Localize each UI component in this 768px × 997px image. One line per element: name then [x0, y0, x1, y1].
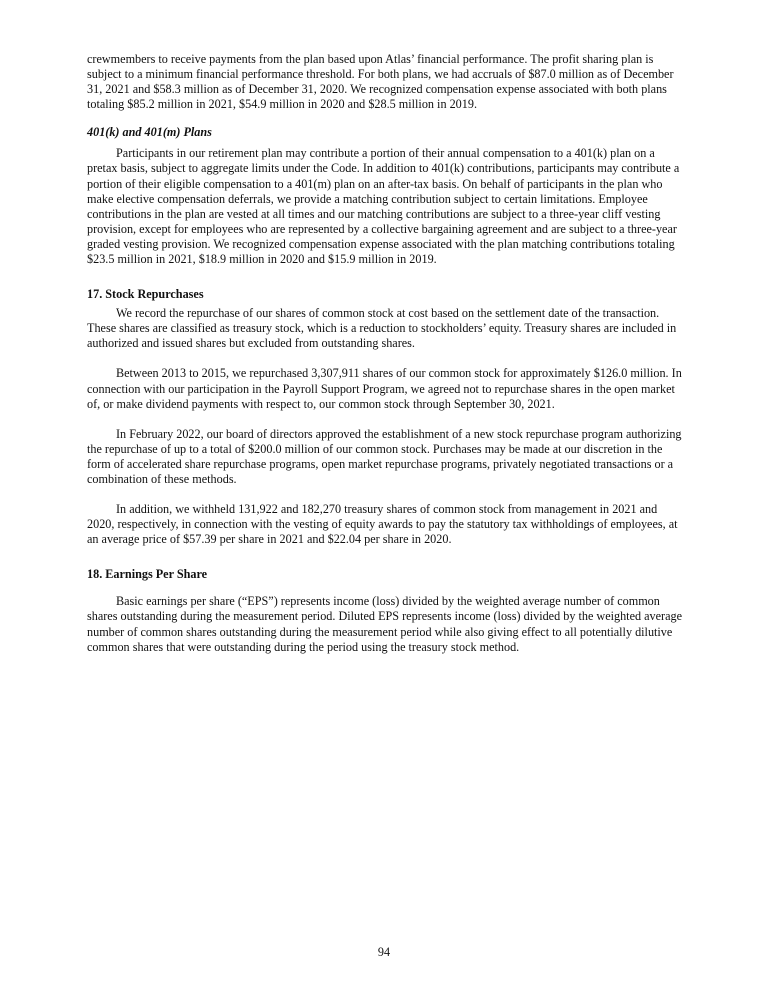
plans-401-paragraph: Participants in our retirement plan may contribute a portion of their annual compensation to a 401(k) plan on a pretax basis, subject to aggregate limits under the Code. In addition to 401(k) contributions, participants may contribute a portion of their eligible compensation to a 401(m) plan on an after-tax basis. On behalf of participants in the plan who make elective compensation deferrals, we provide a matching contribution subject to certain limitations. Employee contributions in the plan are vested at all times and our matching contributions are subject to a three-year cliff vesting provision, except for employees who are represented by a collective bargaining agreement and are subject to a three-year graded vesting provision. We recognized compensation expense associated with the plan matching contributions totaling $23.5 million in 2021, $18.9 million in 2020 and $15.9 million in 2019.	[87, 146, 680, 267]
page-number: 94	[377, 945, 391, 959]
stock-repurchases-paragraph-1: We record the repurchase of our shares of common stock at cost based on the settlement date of the transaction. These shares are classified as treasury stock, which is a reduction to stockholders’ equity. Treasury shares are included in authorized and issued shares but excluded from outstanding shares.	[87, 306, 677, 351]
stock-repurchases-paragraph-2: Between 2013 to 2015, we repurchased 3,307,911 shares of our common stock for approximately $126.0 million. In connection with our participation in the Payroll Support Program, we agreed not to repurchase shares in the open market of, or make dividend payments with respect to, our common stock through September 30, 2021.	[87, 366, 682, 411]
stock-repurchases-heading: 17. Stock Repurchases	[87, 287, 204, 302]
earnings-per-share-paragraph: Basic earnings per share (“EPS”) represents income (loss) divided by the weighted average number of common shares outstanding during the measurement period. Diluted EPS represents income (loss) divided by the weighted average number of common shares outstanding during the measurement period while also giving effect to all potentially dilutive common shares that were outstanding during the period using the treasury stock method.	[87, 594, 683, 654]
stock-repurchases-paragraph-4: In addition, we withheld 131,922 and 182,270 treasury shares of common stock from management in 2021 and 2020, respectively, in connection with the vesting of equity awards to pay the statutory tax withholdings of employees, at an average price of $57.39 per share in 2021 and $22.04 per share in 2020.	[87, 502, 678, 547]
plans-401-heading: 401(k) and 401(m) Plans	[87, 125, 212, 140]
profit-sharing-continuation-paragraph: crewmembers to receive payments from the plan based upon Atlas’ financial performance. The profit sharing plan is subject to a minimum financial performance threshold. For both plans, we had accruals of $87.0 million as of December 31, 2021 and $58.3 million as of December 31, 2020. We recognized compensation expense associated with both plans totaling $85.2 million in 2021, $54.9 million in 2020 and $28.5 million in 2019.	[87, 52, 674, 112]
earnings-per-share-heading: 18. Earnings Per Share	[87, 567, 208, 582]
document-page	[87, 52, 685, 655]
stock-repurchases-paragraph-3: In February 2022, our board of directors approved the establishment of a new stock repurchase program authorizing the repurchase of up to a total of $200.0 million of our common stock. Purchases may be made at our discretion in the form of accelerated share repurchase programs, open market repurchase programs, privately negotiated transactions or a combination of these methods.	[87, 426, 682, 486]
